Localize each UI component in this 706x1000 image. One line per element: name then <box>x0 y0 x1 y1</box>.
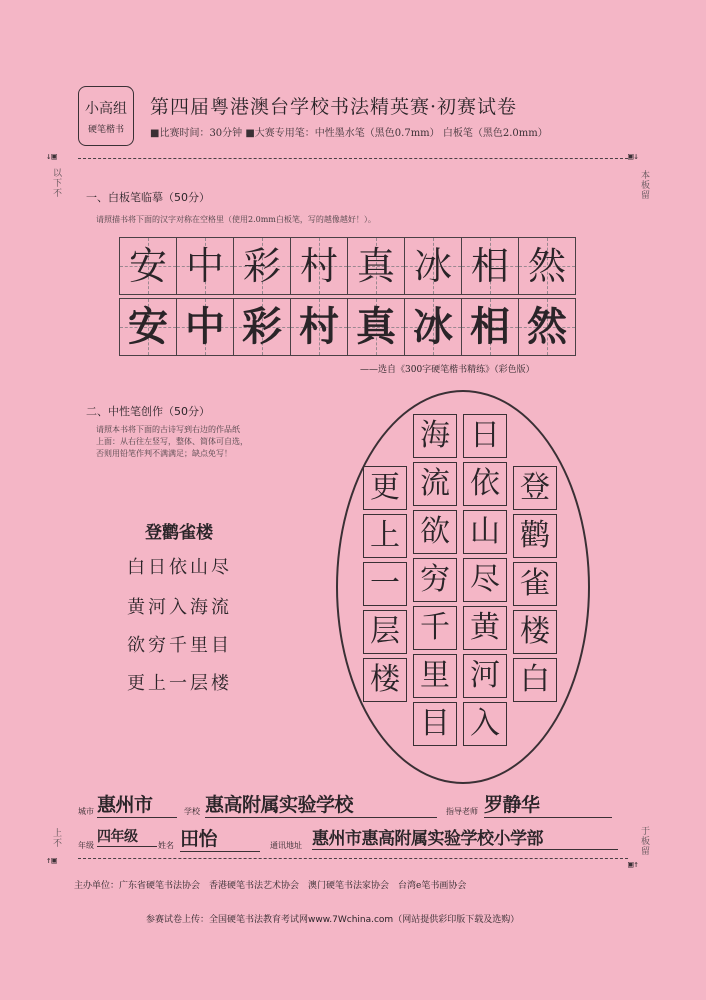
poem-line: 更上一层楼 <box>127 673 232 694</box>
model-char-cell: 安 <box>119 237 177 295</box>
left-top-mark: ↓▣ <box>46 152 57 162</box>
teacher-label: 指导老师 <box>446 807 478 816</box>
page-subtitle: ■比赛时间：30分钟 ■大赛专用笔：中性墨水笔（黑色0.7mm） 白板笔（黑色2.0mm） <box>150 128 548 139</box>
work-char-cell: 楼 <box>363 658 407 702</box>
school-label: 学校 <box>184 807 200 816</box>
work-char-cell: 依 <box>463 462 507 506</box>
work-char-cell: 山 <box>463 510 507 554</box>
left-top-side-text: 以下不 <box>51 168 61 198</box>
source-credit: ——选自《300字硬笔楷书精练》（彩色版） <box>360 365 535 375</box>
teacher-value: 罗静华 <box>484 790 612 818</box>
written-char-cell: 冰 <box>405 298 462 356</box>
model-char-cell: 中 <box>177 237 234 295</box>
work-char-cell: 白 <box>513 658 557 702</box>
work-char-cell: 欲 <box>413 510 457 554</box>
top-divider <box>78 158 628 159</box>
address-value: 惠州市惠高附属实验学校小学部 <box>312 824 618 850</box>
poem-line: 黄河入海流 <box>127 597 232 618</box>
name-label: 姓名 <box>158 841 174 850</box>
left-bottom-mark: ↑▣ <box>46 856 57 866</box>
work-char-cell: 黄 <box>463 606 507 650</box>
name-value: 田怡 <box>180 824 260 852</box>
written-char-cell: 相 <box>462 298 519 356</box>
right-top-side-text: 本板留 <box>639 170 649 200</box>
work-char-cell: 雀 <box>513 562 557 606</box>
page-title: 第四届粤港澳台学校书法精英赛·初赛试卷 <box>150 96 518 118</box>
written-char-cell: 中 <box>177 298 234 356</box>
model-char-cell: 冰 <box>405 237 462 295</box>
model-char-cell: 相 <box>462 237 519 295</box>
right-bottom-mark: ▣↑ <box>628 860 639 870</box>
city-label: 城市 <box>78 807 94 816</box>
right-top-mark: ▣↓ <box>628 152 639 162</box>
section2-instruction <box>96 424 248 460</box>
poem-title: 登鹳雀楼 <box>145 523 213 543</box>
grade-value: 四年级 <box>97 826 157 847</box>
model-char-cell: 真 <box>348 237 405 295</box>
left-bottom-side-text: 上不 <box>51 828 61 848</box>
work-char-cell: 日 <box>463 414 507 458</box>
written-char-cell: 村 <box>291 298 348 356</box>
poem-line: 欲穷千里目 <box>127 635 232 656</box>
grade-label: 年级 <box>78 841 94 850</box>
work-char-cell: 鹳 <box>513 514 557 558</box>
bottom-divider <box>78 858 628 859</box>
work-char-cell: 登 <box>513 466 557 510</box>
group-badge <box>78 86 134 146</box>
work-char-cell: 海 <box>413 414 457 458</box>
city-value: 惠州市 <box>97 790 177 818</box>
upload-note: 参赛试卷上传：全国硬笔书法教育考试网www.7Wchina.com（网站提供彩印版下载及选购） <box>146 915 520 925</box>
poem-line: 白日依山尽 <box>127 557 232 578</box>
written-char-cell: 安 <box>119 298 177 356</box>
work-char-cell: 里 <box>413 654 457 698</box>
work-char-cell: 层 <box>363 610 407 654</box>
instruction-line: 请照本书将下面的古诗写到右边的作品纸 <box>96 425 240 434</box>
model-char-cell: 村 <box>291 237 348 295</box>
work-char-cell: 目 <box>413 702 457 746</box>
instruction-line: 否则用铅笔作判不满满足；缺点免写！ <box>96 449 232 458</box>
badge-style: 硬笔楷书 <box>87 124 124 135</box>
school-value: 惠高附属实验学校 <box>205 790 437 818</box>
right-bottom-side-text: 于板留 <box>639 826 649 856</box>
work-char-cell: 河 <box>463 654 507 698</box>
model-char-cell: 彩 <box>234 237 291 295</box>
section1-heading: 一、白板笔临摹（50分） <box>86 191 210 204</box>
organizers-line: 主办单位：广东省硬笔书法协会 香港硬笔书法艺术协会 澳门硬笔书法家协会 台湾e笔书画协会 <box>74 881 467 891</box>
written-char-row <box>119 298 576 356</box>
instruction-line: 上面：从右往左竖写，整体、简体可自选， <box>96 437 248 446</box>
written-char-cell: 彩 <box>234 298 291 356</box>
section2-heading: 二、中性笔创作（50分） <box>86 405 210 418</box>
model-char-cell: 然 <box>519 237 576 295</box>
work-char-cell: 尽 <box>463 558 507 602</box>
written-char-cell: 真 <box>348 298 405 356</box>
badge-group: 小高组 <box>85 100 127 117</box>
written-char-cell: 然 <box>519 298 576 356</box>
work-char-cell: 千 <box>413 606 457 650</box>
work-char-cell: 楼 <box>513 610 557 654</box>
model-char-row <box>119 237 576 295</box>
section1-instruction: 请照描书将下面的汉字对称在空格里（使用2.0mm白板笔，写的越像越好！）。 <box>96 215 376 224</box>
work-char-cell: 流 <box>413 462 457 506</box>
work-char-cell: 上 <box>363 514 407 558</box>
work-char-cell: 入 <box>463 702 507 746</box>
work-char-cell: 穷 <box>413 558 457 602</box>
work-char-cell: 更 <box>363 466 407 510</box>
address-label: 通讯地址 <box>270 841 302 850</box>
work-char-cell: 一 <box>363 562 407 606</box>
